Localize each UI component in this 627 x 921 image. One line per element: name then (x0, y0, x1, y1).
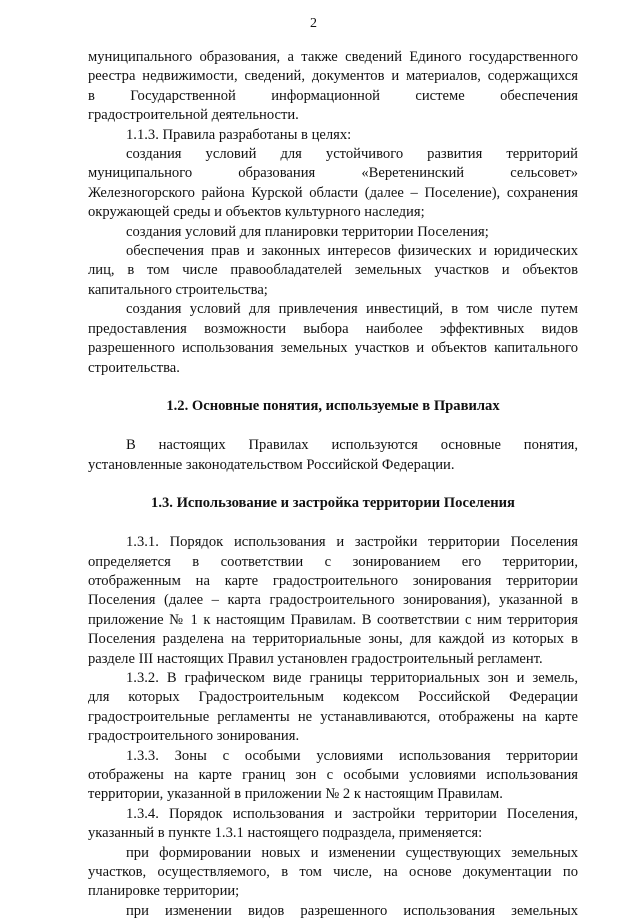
text-line: муниципального образования «Веретенинский сельсовет» (88, 165, 578, 182)
text-line: Поселения (далее – карта градостроительного зонирования), указанной в (88, 592, 578, 609)
section-heading-1-2: 1.2. Основные понятия, используемые в Правилах (166, 398, 500, 415)
text-line: планировке территории; (88, 883, 240, 900)
text-line: установленные законодательством Российской Федерации. (88, 456, 455, 473)
paragraph-goal-investment (88, 300, 578, 378)
text-line: Железногорского района Курской области (далее – Поселение), сохранения (88, 184, 578, 201)
text-line: лиц, в том числе правообладателей земельных участков и объектов (88, 262, 578, 279)
text-line: для которых Градостроительным кодексом Российской Федерации (88, 689, 578, 706)
paragraph-1-3-2 (88, 669, 578, 747)
text-line: создания условий для планировки территории Поселения; (126, 223, 489, 240)
text-line: строительства. (88, 359, 180, 376)
text-line: участков, осуществляемого, в том числе, на основе документации по (88, 864, 578, 880)
page-number: 2 (310, 16, 317, 31)
text-line: 1.3.4. Порядок использования и застройки территории Поселения, (126, 805, 578, 822)
text-line: территории, указанной в приложении № 2 к настоящим Правилам. (88, 786, 503, 803)
paragraph-formation (88, 844, 578, 902)
paragraph-goal-planning (88, 223, 578, 242)
text-line: приложение № 1 к настоящим Правилам. В соответствии с ним территория (88, 611, 578, 628)
text-line: при формировании новых и изменении существующих земельных (126, 844, 578, 861)
paragraph-goal-rights (88, 242, 578, 300)
text-line: реестра недвижимости, сведений, документов и материалов, содержащихся (88, 68, 578, 85)
paragraph-1-3-4 (88, 805, 578, 844)
text-line: предоставления возможности выбора наиболее эффективных видов (88, 320, 578, 337)
text-line: градостроительные регламенты не устанавливаются, отображены на карте (88, 708, 578, 725)
text-line: муниципального образования, а также сведений Единого государственного (88, 49, 578, 65)
text-line: создания условий для устойчивого развития территорий (126, 146, 578, 163)
text-line: 1.1.3. Правила разработаны в целях: (126, 126, 352, 143)
section-heading-1-3: 1.3. Использование и застройка территории Поселения (151, 495, 515, 512)
text-line: создания условий для привлечения инвестиций, в том числе путем (126, 301, 578, 318)
paragraph-goal-development (88, 145, 578, 223)
text-line: указанный в пункте 1.3.1 настоящего подраздела, применяется: (88, 825, 483, 842)
text-line: градостроительной деятельности. (88, 107, 299, 124)
text-line: определяется в соответствии с зонированием его территории, (88, 553, 578, 570)
text-line: капитального строительства; (88, 281, 268, 298)
document-body (88, 48, 578, 921)
text-line: Поселения разделена на территориальные зоны, для каждой из которых в (88, 631, 578, 648)
text-line: при изменении видов разрешенного использования земельных (126, 902, 578, 919)
paragraph-1-2 (88, 436, 578, 475)
paragraph-continuation (88, 48, 578, 126)
text-line: 1.3.2. В графическом виде границы территориальных зон и земель, (126, 669, 578, 686)
text-line: 1.3.3. Зоны с особыми условиями использования территории (126, 747, 578, 764)
text-line: 1.3.1. Порядок использования и застройки территории Поселения (126, 534, 578, 551)
text-line: отображенным на карте градостроительного зонирования территории (88, 572, 578, 589)
text-line: В настоящих Правилах используются основные понятия, (126, 437, 578, 454)
text-line: разрешенного использования земельных участков и объектов капитального (88, 340, 578, 357)
text-line: градостроительного зонирования. (88, 728, 300, 745)
text-line: отображены на карте границ зон с особыми условиями использования (88, 766, 578, 783)
paragraph-1-3-3 (88, 747, 578, 805)
text-line: обеспечения прав и законных интересов физических и юридических (126, 243, 578, 260)
text-line: окружающей среды и объектов культурного наследия; (88, 204, 425, 221)
text-line: разделе III настоящих Правил установлен градостроительный регламент. (88, 650, 543, 667)
paragraph-1-1-3 (88, 126, 578, 145)
paragraph-1-3-1 (88, 533, 578, 669)
paragraph-change-use (88, 902, 578, 921)
text-line: в Государственной информационной системе обеспечения (88, 87, 578, 104)
